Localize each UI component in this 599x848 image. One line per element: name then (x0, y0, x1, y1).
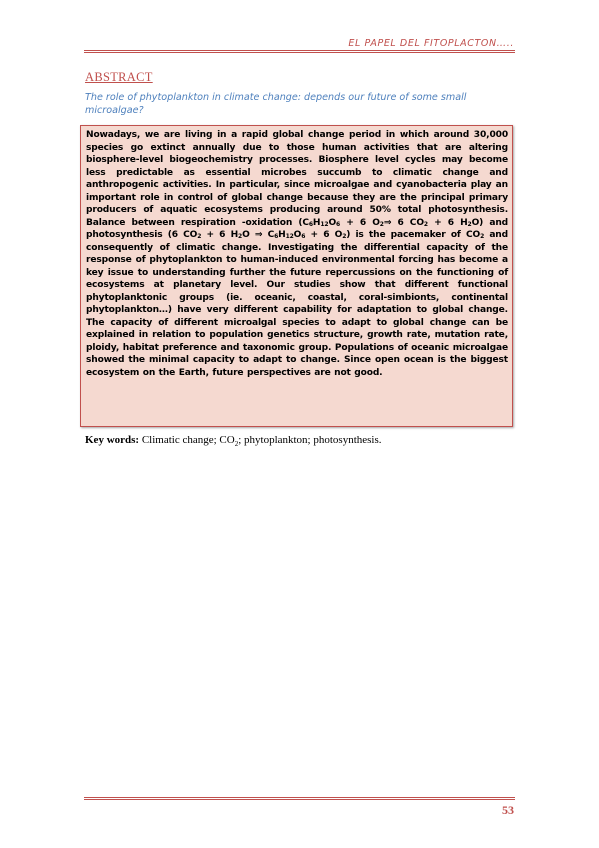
abstract-heading: ABSTRACT (85, 70, 153, 84)
keywords: Key words: Climatic change; $CO_2$; phytoplankton; photosynthesis. (85, 434, 382, 449)
page-number: 53 (502, 803, 514, 817)
footer-rule (84, 797, 515, 800)
running-header: EL PAPEL DEL FITOPLACTON….. (348, 38, 514, 49)
abstract-box (80, 125, 513, 427)
abstract-body: Nowadays, we are living in a rapid global change period in which around 30,000 species go extinct annually due to those human activities that are altering biosphere-level biogeochemistry processes. Biosphere level cycles may become less predictable as essential microbes succumb to climatic change and anthropogenic activities. In particular, since microalgae and cyanobacteria play an important role in control of global change because they are the principal primary producers of aquatic ecosystems producing around 50% total photosynthesis. Balance between respiration -oxidation ($C_6H_{12}O_6 + 6$ $O_2\Rightarrow$ 6 $CO_2 + 6$ $H_2O$) and photosynthesis (6 $CO_2 + 6$ $H_2O$ ⇒ $C_6H_{12}O_6 + 6$ $O_2$) is the pacemaker of $CO_2$ and consequently of climatic change. Investigating the differential capacity of the response of phytoplankton to human-induced environmental forcing has become a key issue to understanding further the future repercussions on the functioning of ecosystems at planetary level. Our studies show that different functional phytoplanktonic groups (ie. oceanic, coastal, coral-simbionts, continental phytoplankton…) have very different capability for adaptation to global change. The capacity of different microalgal species to adapt to global change can be explained in relation to population genetics structure, growth rate, mutation rate, ploidy, habitat preference and taxonomic group. Populations of oceanic microalgae showed the minimal capacity to adapt to change. Since open ocean is the biggest ecosystem on the Earth, future perspectives are not good. (86, 130, 508, 378)
header-rule (84, 50, 515, 53)
abstract-title: The role of phytoplankton in climate change: depends our future of some small microalgae? (85, 92, 467, 116)
keywords-label: Key words: (85, 434, 140, 446)
